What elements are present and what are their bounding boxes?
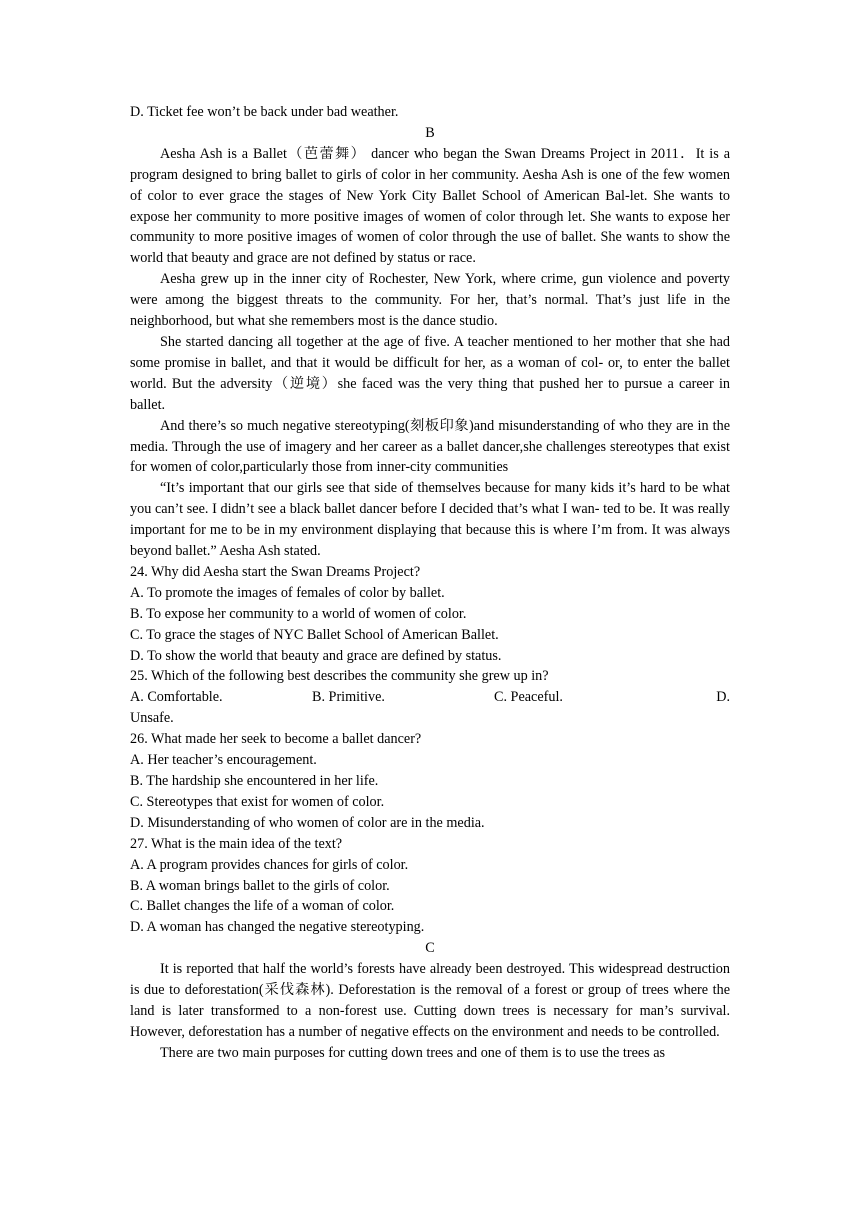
question-24-option-c: C. To grace the stages of NYC Ballet School of American Ballet. bbox=[130, 626, 499, 643]
question-24-option-a: A. To promote the images of females of color by ballet. bbox=[130, 584, 445, 601]
question-27-option-c: C. Ballet changes the life of a woman of color. bbox=[130, 898, 395, 915]
passage-b-paragraph: She started dancing all together at the age of five. A teacher mentioned to her mother that she had some promise in ballet, and that it would be difficult for her, as a woman of col- or, to enter the ballet world. But the adversity（逆境）she faced was the very thing that pushed her to pursue a career in ballet. bbox=[130, 333, 730, 413]
question-24-option-b: B. To expose her community to a world of women of color. bbox=[130, 605, 467, 622]
question-25-option-a: A. Comfortable. bbox=[130, 689, 223, 706]
document-page bbox=[130, 102, 730, 1064]
question-27-option-a: A. A program provides chances for girls of color. bbox=[130, 856, 409, 873]
passage-c-paragraph: It is reported that half the world’s forests have already been destroyed. This widespread destruction is due to deforestation(采伐森林). Deforestation is the removal of a forest or group of trees where the land is later transformed to a non-forest use. Cutting down trees is necessary for man’s survival. However, deforestation has a number of negative effects on the environment and needs to be controlled. bbox=[130, 961, 730, 1040]
question-27-option-d: D. A woman has changed the negative stereotyping. bbox=[130, 919, 425, 936]
previous-question-option-d: D. Ticket fee won’t be back under bad weather. bbox=[130, 104, 399, 120]
section-b-heading: B bbox=[425, 124, 435, 141]
question-25-option-d-label: D. bbox=[716, 689, 730, 706]
question-24-stem: 24. Why did Aesha start the Swan Dreams Project? bbox=[130, 563, 421, 580]
passage-c-paragraph: There are two main purposes for cutting down trees and one of them is to use the trees as bbox=[160, 1044, 666, 1061]
question-25-option-c: C. Peaceful. bbox=[494, 689, 563, 706]
question-25-option-d-text: Unsafe. bbox=[130, 710, 174, 727]
question-26-stem: 26. What made her seek to become a ballet dancer? bbox=[130, 731, 422, 748]
question-24-option-d: D. To show the world that beauty and grace are defined by status. bbox=[130, 647, 502, 664]
section-c-heading: C bbox=[425, 940, 435, 957]
passage-b-paragraph: Aesha grew up in the inner city of Rochester, New York, where crime, gun violence and poverty were among the biggest threats to the community. For her, that’s normal. That’s just life in the neighborhood, but what she remembers most is the dance studio. bbox=[130, 271, 730, 330]
question-26-option-b: B. The hardship she encountered in her life. bbox=[130, 773, 379, 789]
question-27-stem: 27. What is the main idea of the text? bbox=[130, 835, 343, 852]
question-27-option-b: B. A woman brings ballet to the girls of color. bbox=[130, 877, 390, 894]
question-25-option-b: B. Primitive. bbox=[312, 689, 385, 706]
question-25-options-row bbox=[130, 687, 730, 708]
passage-b-paragraph: “It’s important that our girls see that side of themselves because for many kids it’s hard to be what you can’t see. I didn’t see a black ballet dancer before I decided that’s what I wan- ted to be. It was really important for me to be in my environment displaying that because this is where I’m from. It was always beyond ballet.” Aesha Ash stated. bbox=[130, 480, 730, 560]
question-25-stem: 25. Which of the following best describes the community she grew up in? bbox=[130, 668, 549, 685]
question-26-option-a: A. Her teacher’s encouragement. bbox=[130, 752, 317, 769]
passage-b-paragraph: And there’s so much negative stereotyping(刻板印象)and misunderstanding of who they are in the media. Through the use of imagery and her career as a ballet dancer,she challenges stereotypes that exist for women of color,particularly those from inner-city communities bbox=[130, 417, 730, 476]
question-26-option-d: D. Misunderstanding of who women of color are in the media. bbox=[130, 814, 485, 831]
passage-b-paragraph: Aesha Ash is a Ballet（芭蕾舞） dancer who began the Swan Dreams Project in 2011．It is a program designed to bring ballet to girls of color in her community. Aesha Ash is one of the few women of color to ever grace the stages of New York City Ballet School of American Bal-let. She wants to expose her community to more positive images of women of color through let. She wants to expose her community to more positive images of women of color through the use of ballet. She wants to show the world that beauty and grace are not defined by status or race. bbox=[130, 145, 730, 267]
question-26-option-c: C. Stereotypes that exist for women of color. bbox=[130, 793, 385, 810]
